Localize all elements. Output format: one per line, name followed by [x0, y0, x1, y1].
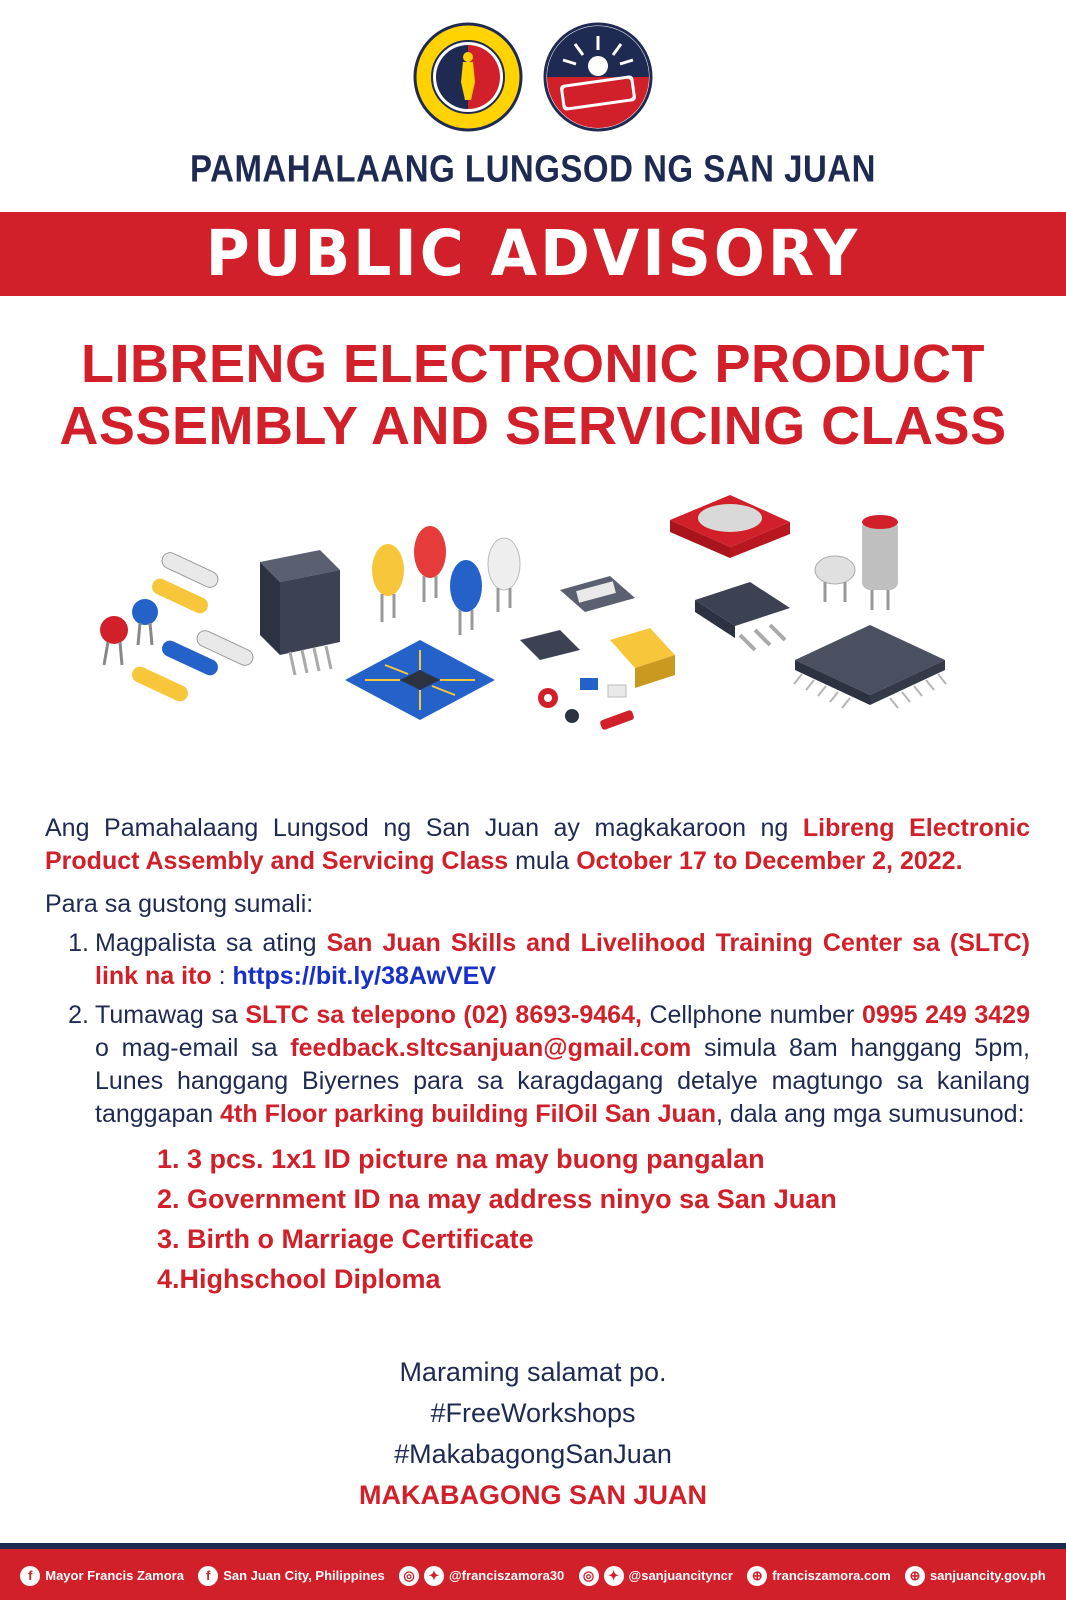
footer-link-label: @franciszamora30: [449, 1568, 565, 1583]
footer-bar: [0, 1543, 1066, 1600]
footer-social-links: [0, 1551, 1066, 1600]
brand-tagline: MAKABAGONG SAN JUAN: [358, 1480, 707, 1510]
step-1-number: 1.: [68, 929, 89, 957]
facebook-icon: f: [198, 1566, 218, 1586]
requirement-item: 2. Government ID na may address ninyo sa San Juan: [157, 1184, 837, 1214]
cellphone-label: Cellphone number: [641, 1001, 862, 1029]
class-dates: October 17 to December 2, 2022.: [576, 847, 963, 875]
voltage-regulator-icon: [695, 582, 790, 650]
footer-accent-line: [0, 1543, 1066, 1549]
hashtag-free-workshops[interactable]: #FreeWorkshops: [430, 1398, 636, 1428]
display-chip-icon: [560, 576, 635, 612]
footer-link-mayor-social[interactable]: [399, 1566, 564, 1586]
requirement-item: 3. Birth o Marriage Certificate: [157, 1224, 534, 1254]
requirement-item: 4.Highschool Diploma: [157, 1264, 441, 1294]
email-lead: o mag-email sa: [95, 1034, 291, 1062]
intro-text: Ang Pamahalaang Lungsod ng San Juan ay magkakaroon ng: [45, 814, 803, 842]
twitter-icon: ✦: [604, 1566, 624, 1586]
footer-link-city-social[interactable]: [579, 1566, 733, 1586]
office-location: 4th Floor parking building FilOil San Juan: [220, 1100, 716, 1128]
footer-link-label: San Juan City, Philippines: [223, 1568, 385, 1583]
office-hours-text: simula 8am hanggang 5pm, Lunes hanggang Biyernes para sa karagdagang detalye magtungo sa kanilang tanggapan: [95, 1034, 1030, 1128]
twitter-icon: ✦: [424, 1566, 444, 1586]
step-2-number: 2.: [68, 1001, 89, 1029]
footer-link-mayor-website[interactable]: [747, 1566, 891, 1586]
electrolytic-capacitor-icon: [815, 515, 898, 610]
step-1-text: [95, 927, 1030, 993]
intro-paragraph: [45, 812, 1030, 878]
instagram-icon: ◎: [399, 1566, 419, 1586]
intro-text-mula: mula: [508, 847, 577, 875]
sltc-telephone: SLTC sa telepono (02) 8693-9464,: [245, 1001, 642, 1029]
class-title-line-1: LIBRENG ELECTRONIC PRODUCT: [81, 334, 985, 394]
capacitor-icon: [100, 599, 158, 665]
electronic-components-illustration: [90, 490, 980, 760]
makabagong-san-juan-logo: [543, 22, 653, 132]
logo-row: [0, 22, 1066, 132]
city-government-name: PAMAHALAANG LUNGSOD NG SAN JUAN: [190, 147, 876, 190]
globe-icon: ⊕: [747, 1566, 767, 1586]
sltc-name: San Juan Skills and Livelihood Training Center sa (SLTC) link na ito: [95, 929, 1030, 990]
inductor-icon: [670, 495, 790, 558]
led-icon: [372, 526, 520, 635]
footer-link-label: franciszamora.com: [772, 1568, 891, 1583]
footer-link-label: Mayor Francis Zamora: [45, 1568, 184, 1583]
lead-text: Para sa gustong sumali:: [45, 890, 314, 918]
san-juan-city-seal: [413, 22, 523, 132]
step-1-colon: :: [211, 962, 233, 990]
closing-block: [0, 1352, 1066, 1516]
footer-link-mayor-facebook[interactable]: [20, 1566, 184, 1586]
requirement-item: 1. 3 pcs. 1x1 ID picture na may buong pangalan: [157, 1144, 765, 1174]
steps-list: [45, 927, 1030, 1131]
requirements-lead: , dala ang mga sumusunod:: [715, 1100, 1025, 1128]
class-title-line-2: ASSEMBLY AND SERVICING CLASS: [59, 396, 1007, 456]
thank-you-text: Maraming salamat po.: [399, 1357, 667, 1387]
advisory-heading: PUBLIC ADVISORY: [205, 217, 861, 291]
advisory-banner: [0, 212, 1066, 296]
step-1: [45, 927, 1030, 993]
connector-icon: [260, 550, 340, 675]
facebook-icon: f: [20, 1566, 40, 1586]
step-1-lead: Magpalista sa ating: [95, 929, 327, 957]
step-2: [45, 999, 1030, 1131]
step-2-text: [95, 999, 1030, 1131]
registration-link[interactable]: https://bit.ly/38AwVEV: [232, 962, 497, 990]
circuit-board-icon: [345, 640, 495, 720]
class-title: [0, 333, 1066, 457]
hashtag-makabagong-san-juan[interactable]: #MakabagongSanJuan: [394, 1439, 672, 1469]
resistor-icon: [129, 550, 255, 704]
footer-link-label: @sanjuancityncr: [628, 1568, 733, 1583]
footer-link-city-website[interactable]: [905, 1566, 1046, 1586]
globe-icon: ⊕: [905, 1566, 925, 1586]
instagram-icon: ◎: [579, 1566, 599, 1586]
footer-link-label: sanjuancity.gov.ph: [929, 1568, 1046, 1583]
transistor-icon: [520, 628, 675, 731]
requirements-list: [45, 1139, 1030, 1299]
contact-email[interactable]: feedback.sltcsanjuan@gmail.com: [290, 1034, 692, 1062]
step-2-lead: Tumawag sa: [95, 1001, 246, 1029]
footer-link-city-facebook[interactable]: [198, 1566, 385, 1586]
cellphone-number: 0995 249 3429: [861, 1001, 1030, 1029]
microchip-icon: [794, 625, 946, 708]
class-name-highlight: Libreng Electronic Product Assembly and Servicing Class: [45, 814, 1030, 875]
advisory-body: [45, 812, 1030, 1299]
